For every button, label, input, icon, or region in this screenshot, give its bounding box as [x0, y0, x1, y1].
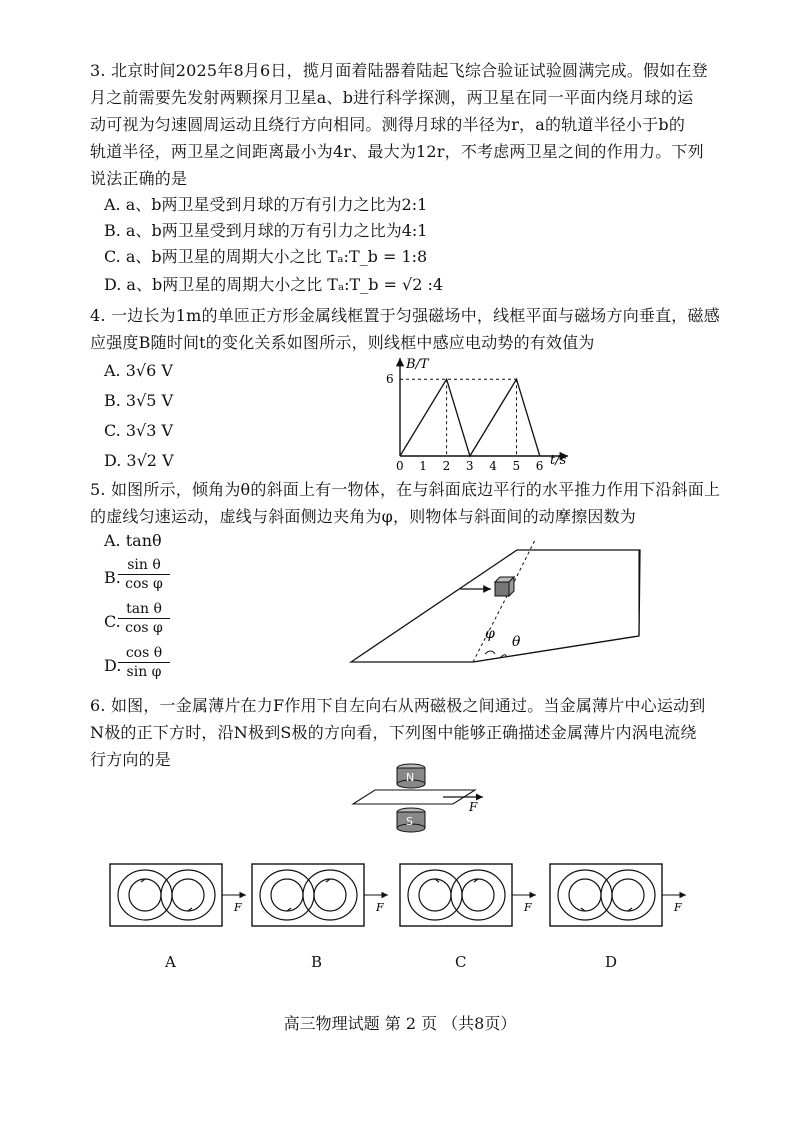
q3-line-1: 3. 北京时间2025年8月6日，揽月面着陆器着陆起飞综合验证试验圆满完成。假如在登: [90, 61, 708, 80]
eddy-option-b: [250, 862, 395, 932]
q5-option-b-denominator: cos φ: [125, 576, 163, 592]
q4-line-1: 4. 一边长为1m的单匝正方形金属线框置于匀强磁场中，线框平面与磁场方向垂直，磁感: [90, 306, 720, 325]
b-t-series-line: [400, 379, 540, 456]
y-axis-label: B/T: [406, 357, 429, 372]
x-tick-label: 6: [535, 459, 544, 472]
x-tick-label: 0: [396, 459, 404, 472]
q3-line-2: 月之前需要先发射两颗探月卫星a、b进行科学探测，两卫星在同一平面内绕月球的运: [90, 88, 694, 107]
incline-side-edge: [473, 636, 639, 662]
incline-outline: [351, 550, 640, 662]
q5-option-c-fraction: [118, 600, 170, 637]
q5-option-c-denominator: cos φ: [125, 620, 163, 636]
q4-option-a: A. 3√6 V: [104, 361, 173, 380]
eddy-option-d-label: D: [605, 953, 618, 971]
q5-option-d-letter: D.: [104, 656, 122, 675]
eddy-option-a: [108, 862, 253, 932]
q6-line-3: 行方向的是: [90, 750, 172, 769]
q5-option-d-numerator: cos θ: [118, 644, 170, 663]
x-tick-label: 1: [419, 459, 427, 472]
x-axis-label: t/s: [550, 453, 567, 468]
phi-label: φ: [485, 626, 495, 642]
q5-option-d-denominator: sin φ: [126, 664, 162, 680]
eddy-option-b-label: B: [311, 953, 323, 971]
q5-line-1: 5. 如图所示，倾角为θ的斜面上有一物体，在与斜面底边平行的水平推力作用下沿斜面上: [90, 480, 721, 499]
q3-option-b: B. a、b两卫星受到月球的万有引力之比为4:1: [104, 221, 428, 240]
question-4: [90, 302, 730, 356]
eddy-option-d-force-label: F: [674, 901, 682, 914]
q5-option-d-fraction: [118, 644, 170, 681]
n-pole-label: N: [406, 771, 415, 784]
q3-line-3: 动可视为匀速圆周运动且绕行方向相同。测得月球的半径为r，a的轨道半径小于b的: [90, 115, 686, 134]
eddy-option-a-label: A: [165, 953, 176, 971]
q3-line-5: 说法正确的是: [90, 169, 188, 188]
x-tick-label: 4: [489, 459, 497, 472]
b-t-graph: [370, 352, 580, 472]
phi-arc: [485, 651, 495, 654]
q5-line-2: 的虚线匀速运动，虚线与斜面侧边夹角为φ，则物体与斜面间的动摩擦因数为: [90, 507, 637, 526]
question-3: [90, 57, 730, 192]
q3-option-c: C. a、b两卫星的周期大小之比 Tₐ:T_b = 1:8: [104, 247, 428, 266]
s-pole-label: S: [406, 815, 413, 828]
force-label: F: [469, 800, 478, 814]
incline-figure: [345, 518, 645, 668]
eddy-option-c: [398, 862, 543, 932]
q3-option-d: D. a、b两卫星的周期大小之比 Tₐ:T_b = √2 :4: [104, 275, 444, 294]
n-pole-magnet: [397, 764, 425, 788]
magnet-figure: [345, 760, 495, 845]
q4-option-b: B. 3√5 V: [104, 391, 174, 410]
q4-line-2: 应强度B随时间t的变化关系如图所示，则线框中感应电动势的有效值为: [90, 333, 595, 352]
eddy-option-d: [548, 862, 693, 932]
q6-line-1: 6. 如图，一金属薄片在力F作用下自左向右从两磁极之间通过。当金属薄片中心运动到: [90, 696, 706, 715]
eddy-option-b-force-label: F: [376, 901, 384, 914]
q4-option-c: C. 3√3 V: [104, 421, 174, 440]
eddy-option-c-force-label: F: [524, 901, 532, 914]
q5-option-a: A. tanθ: [104, 531, 162, 550]
x-tick-label: 5: [512, 459, 521, 472]
q3-option-a: A. a、b两卫星受到月球的万有引力之比为2:1: [104, 195, 428, 214]
eddy-option-a-force-label: F: [234, 901, 242, 914]
q6-line-2: N极的正下方时，沿N极到S极的方向看，下列图中能够正确描述金属薄片内涡电流绕: [90, 723, 697, 742]
q5-option-b-letter: B.: [104, 568, 121, 587]
x-tick-label: 3: [465, 459, 474, 472]
q5-option-b-numerator: sin θ: [118, 556, 170, 575]
eddy-option-c-label: C: [455, 953, 467, 971]
q5-option-c-numerator: tan θ: [118, 600, 170, 619]
incline-rear-slope: [473, 550, 517, 662]
q3-line-4: 轨道半径，两卫星之间距离最小为4r、最大为12r，不考虑两卫星之间的作用力。下列: [90, 142, 704, 161]
x-tick-label: 2: [442, 459, 451, 472]
s-pole-magnet: [397, 808, 425, 832]
q5-option-c-letter: C.: [104, 612, 121, 631]
page-footer: 高三物理试题 第 2 页 （共8页）: [283, 1014, 517, 1033]
block-icon: [495, 577, 514, 596]
q4-option-d: D. 3√2 V: [104, 451, 174, 470]
y-tick-label: 6: [386, 372, 394, 387]
theta-label: θ: [512, 634, 521, 650]
q5-option-b-fraction: [118, 556, 170, 593]
